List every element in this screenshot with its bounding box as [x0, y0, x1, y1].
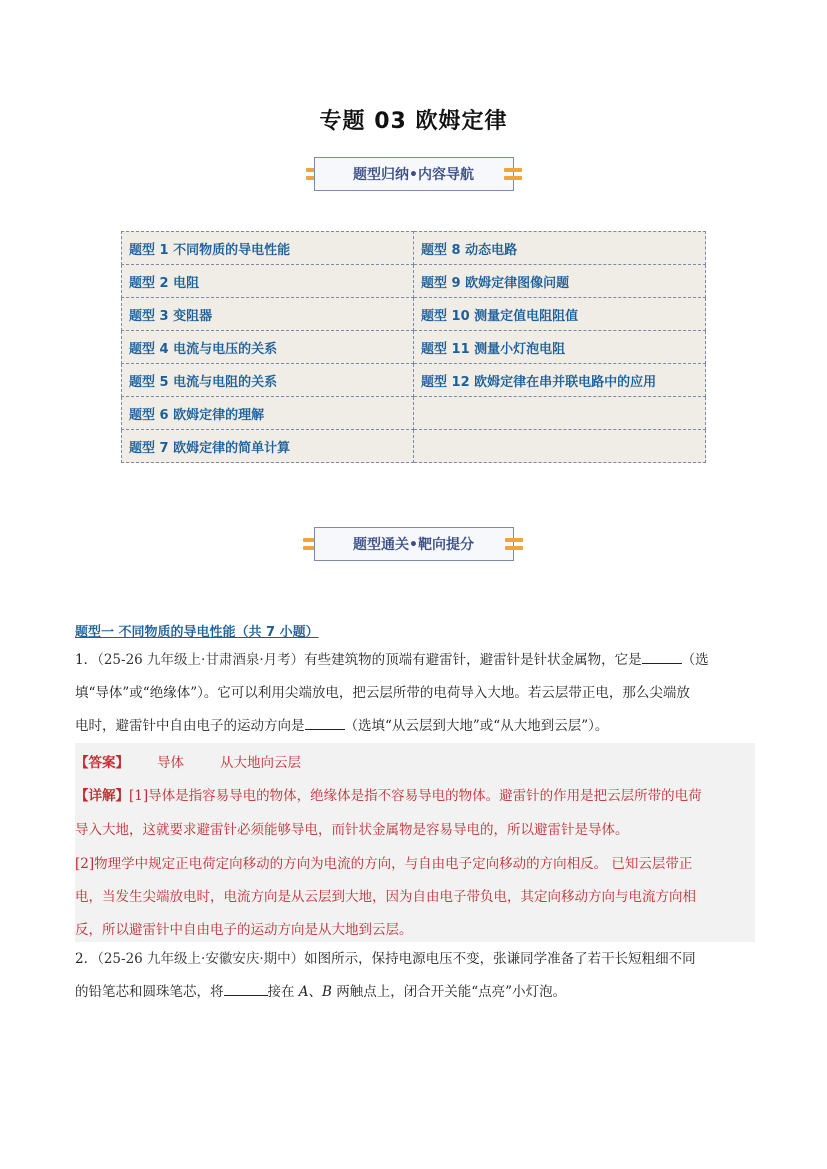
- nav-item[interactable]: 题型 1 不同物质的导电性能: [122, 232, 414, 265]
- answer-tag: 【答案】: [75, 755, 129, 771]
- page-title: 专题 03 欧姆定律: [319, 109, 508, 134]
- question-1-line-1: [75, 644, 755, 677]
- question-text: 电时，避雷针中自由电子的运动方向是: [75, 718, 305, 734]
- table-row: [122, 430, 706, 463]
- right-ornament-icon: [504, 165, 522, 183]
- detail-line-5: 反，所以避雷针中自由电子的运动方向是从大地到云层。: [75, 922, 413, 938]
- question-text: 的铅笔芯和圆珠笔芯，将: [75, 984, 224, 1000]
- point-b-label: B: [322, 984, 332, 1000]
- right-ornament-icon: [505, 535, 523, 553]
- nav-item[interactable]: 题型 5 电流与电阻的关系: [122, 364, 414, 397]
- nav-item[interactable]: 题型 11 测量小灯泡电阻: [414, 331, 706, 364]
- practice-banner: [0, 525, 827, 565]
- nav-item[interactable]: 题型 2 电阻: [122, 265, 414, 298]
- table-row: [122, 265, 706, 298]
- question-1-line-2: 填“导体”或“绝缘体”）。它可以利用尖端放电，把云层所带的电荷导入大地。若云层带正电，那么尖端放: [75, 685, 690, 701]
- nav-item-empty: [414, 430, 706, 463]
- answer-value-2: 从大地向云层: [220, 755, 301, 771]
- nav-item[interactable]: 题型 12 欧姆定律在串并联电路中的应用: [414, 364, 706, 397]
- detail-text: [1]导体是指容易导电的物体，绝缘体是指不容易导电的物体。避雷针的作用是把云层所带的电荷: [129, 788, 702, 804]
- question-source: （25-26 九年级上·甘肃酒泉·月考）: [97, 652, 305, 668]
- question-2-line-2: [75, 976, 755, 1009]
- table-row: [122, 298, 706, 331]
- point-a-label: A: [298, 984, 309, 1000]
- detail-line-3: [2]物理学中规定正电荷定向移动的方向为电流的方向，与自由电子定向移动的方向相反。 已知云层带正: [75, 856, 693, 872]
- detail-line-4: 电，当发生尖端放电时，电流方向是从云层到大地，因为自由电子带负电，其定向移动方向与电流方向相: [75, 889, 696, 905]
- table-row: [122, 331, 706, 364]
- question-text: （选: [681, 652, 709, 668]
- nav-item-empty: [414, 397, 706, 430]
- nav-banner-label: 题型归纳•内容导航: [314, 157, 514, 191]
- detail-line-1: [75, 784, 702, 804]
- content-nav-table: [121, 231, 706, 463]
- answer-blank: [642, 649, 682, 664]
- table-row: [122, 364, 706, 397]
- question-number: 2．: [75, 951, 98, 967]
- question-text: （选填“从云层到大地”或“从大地到云层”）。: [344, 718, 609, 734]
- table-row: [122, 232, 706, 265]
- nav-item[interactable]: 题型 7 欧姆定律的简单计算: [122, 430, 414, 463]
- question-text: 接在: [267, 984, 295, 1000]
- table-row: [122, 397, 706, 430]
- question-text: 如图所示，保持电源电压不变，张谦同学准备了若干长短粗细不同: [304, 951, 696, 967]
- question-1-line-3: [75, 710, 755, 743]
- detail-line-2: 导入大地，这就要求避雷针必须能够导电，而针状金属物是容易导电的，所以避雷针是导体。: [75, 822, 629, 838]
- question-2-line-1: [75, 943, 755, 976]
- answer-blank: [305, 715, 345, 730]
- question-2: [75, 943, 755, 1009]
- nav-banner: [0, 155, 827, 195]
- nav-item[interactable]: 题型 10 测量定值电阻阻值: [414, 298, 706, 331]
- nav-item[interactable]: 题型 3 变阻器: [122, 298, 414, 331]
- nav-item[interactable]: 题型 9 欧姆定律图像问题: [414, 265, 706, 298]
- practice-banner-label: 题型通关•靶向提分: [314, 527, 514, 561]
- nav-item[interactable]: 题型 6 欧姆定律的理解: [122, 397, 414, 430]
- question-1: [75, 644, 755, 743]
- detail-tag: 【详解】: [75, 788, 129, 804]
- nav-item[interactable]: 题型 4 电流与电压的关系: [122, 331, 414, 364]
- answer-blank: [224, 981, 268, 996]
- question-text: 两触点上，闭合开关能“点亮”小灯泡。: [331, 984, 567, 1000]
- separator: 、: [308, 984, 323, 1000]
- question-source: （25-26 九年级上·安徽安庆·期中）: [97, 951, 305, 967]
- nav-item[interactable]: 题型 8 动态电路: [414, 232, 706, 265]
- section-heading[interactable]: 题型一 不同物质的导电性能（共 7 小题）: [75, 625, 319, 640]
- question-number: 1．: [75, 652, 98, 668]
- answer-value-1: 导体: [157, 755, 184, 771]
- question-text: 有些建筑物的顶端有避雷针，避雷针是针状金属物，它是: [304, 652, 642, 668]
- answer-line: [75, 751, 301, 771]
- answer-panel: [75, 743, 755, 942]
